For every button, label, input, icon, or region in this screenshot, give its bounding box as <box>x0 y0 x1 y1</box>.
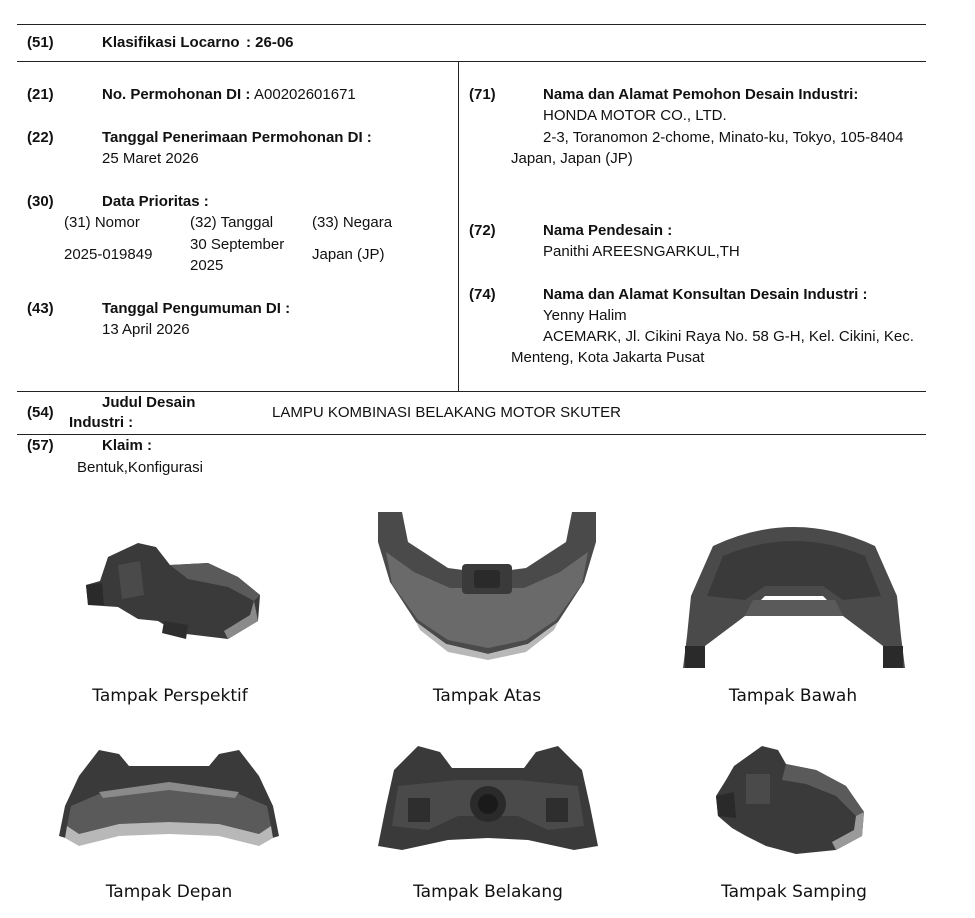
applicant-address-line2: Japan, Japan (JP) <box>511 150 633 167</box>
top-view-image <box>378 512 596 660</box>
priority-country: Japan (JP) <box>312 246 385 263</box>
title-label-line1: Judul Desain <box>102 394 196 411</box>
locarno-code: (51) <box>27 34 54 51</box>
perspective-view-image <box>78 535 268 645</box>
side-view-image <box>716 746 866 854</box>
rule-below-title <box>17 434 926 435</box>
designer-value: Panithi AREESNGARKUL,TH <box>543 243 740 260</box>
rule-column-divider <box>458 61 459 391</box>
designer-code: (72) <box>469 222 496 239</box>
consultant-code: (74) <box>469 286 496 303</box>
designer-label: Nama Pendesain : <box>543 222 673 239</box>
announcement-code: (43) <box>27 300 54 317</box>
filing-date-code: (22) <box>27 129 54 146</box>
bottom-view-image <box>683 516 905 668</box>
application-no-code: (21) <box>27 86 54 103</box>
applicant-address-line1: 2-3, Toranomon 2-chome, Minato-ku, Tokyo, 105-8404 <box>543 129 904 146</box>
announcement-value: 13 April 2026 <box>102 321 190 338</box>
consultant-address-line2: Menteng, Kota Jakarta Pusat <box>511 349 705 366</box>
consultant-address-line1: ACEMARK, Jl. Cikini Raya No. 58 G-H, Kel. Cikini, Kec. <box>543 328 914 345</box>
priority-code: (30) <box>27 193 54 210</box>
locarno-label: Klasifikasi Locarno <box>102 34 240 51</box>
priority-number: 2025-019849 <box>64 246 153 263</box>
applicant-code: (71) <box>469 86 496 103</box>
front-view-caption: Tampak Depan <box>105 882 233 902</box>
priority-col-number: (31) Nomor <box>64 214 140 231</box>
applicant-name: HONDA MOTOR CO., LTD. <box>543 107 727 124</box>
side-view-caption: Tampak Samping <box>721 882 867 902</box>
title-value: LAMPU KOMBINASI BELAKANG MOTOR SKUTER <box>272 404 621 421</box>
claim-label: Klaim : <box>102 437 153 454</box>
priority-date-line2: 2025 <box>190 257 224 274</box>
priority-date-line1: 30 September <box>190 236 285 253</box>
application-no-value: A00202601671 <box>254 86 356 103</box>
top-view-caption: Tampak Atas <box>432 686 542 706</box>
filing-date-value: 25 Maret 2026 <box>102 150 199 167</box>
priority-col-country: (33) Negara <box>312 214 393 231</box>
rear-view-image <box>378 746 598 850</box>
rear-view-caption: Tampak Belakang <box>413 882 563 902</box>
locarno-value: : 26-06 <box>246 34 294 51</box>
consultant-label: Nama dan Alamat Konsultan Desain Industri : <box>543 286 868 303</box>
rule-top <box>17 24 926 25</box>
filing-date-label: Tanggal Penerimaan Permohonan DI : <box>102 129 372 146</box>
announcement-label: Tanggal Pengumuman DI : <box>102 300 291 317</box>
applicant-label: Nama dan Alamat Pemohon Desain Industri: <box>543 86 859 103</box>
claim-value: Bentuk,Konfigurasi <box>77 459 203 476</box>
priority-col-date: (32) Tanggal <box>190 214 274 231</box>
consultant-name: Yenny Halim <box>543 307 627 324</box>
priority-label: Data Prioritas : <box>102 193 209 210</box>
title-label-line2: Industri : <box>69 414 134 431</box>
title-code: (54) <box>27 404 54 421</box>
rule-below-locarno <box>17 61 926 62</box>
bottom-view-caption: Tampak Bawah <box>728 686 858 706</box>
rule-below-columns <box>17 391 926 392</box>
application-no-label: No. Permohonan DI : <box>102 86 251 103</box>
perspective-view-caption: Tampak Perspektif <box>92 686 248 706</box>
front-view-image <box>59 746 279 852</box>
claim-code: (57) <box>27 437 54 454</box>
